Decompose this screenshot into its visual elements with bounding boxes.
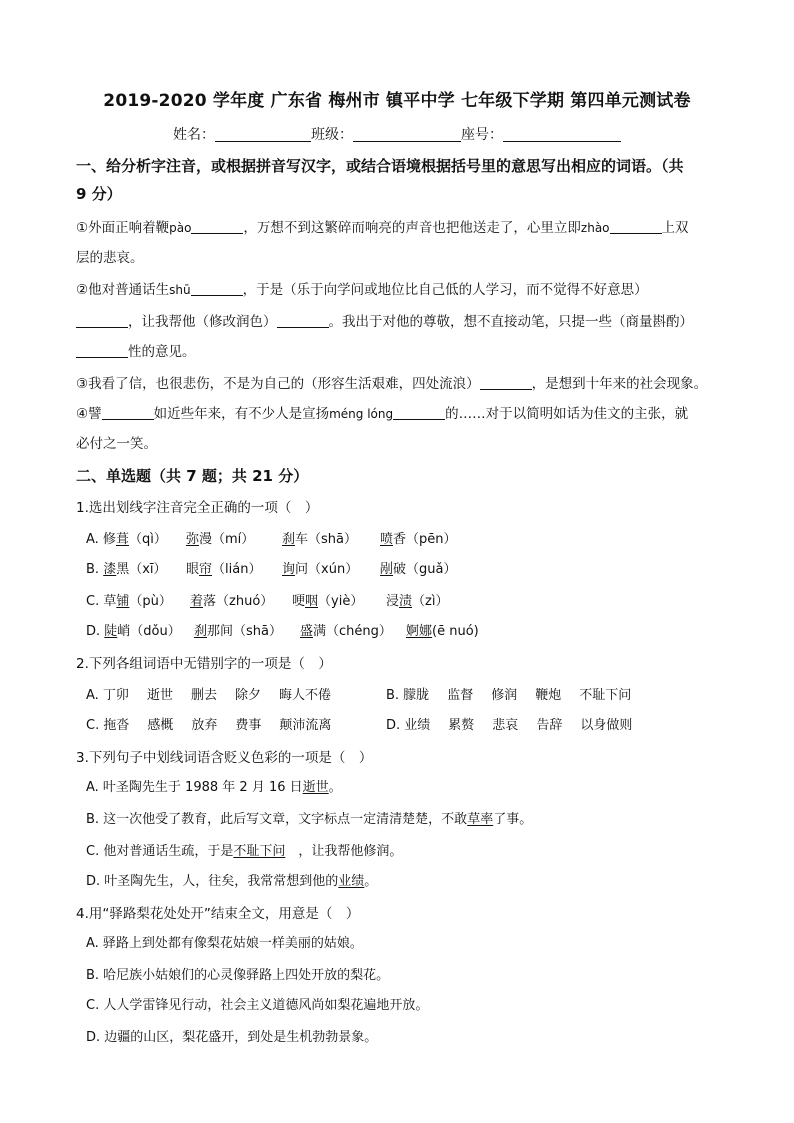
answer-blank[interactable] [76, 313, 128, 328]
text-segment: D. 业绩 [386, 718, 431, 733]
text-segment: 陡 [104, 624, 118, 639]
text-segment: （yiè） [318, 594, 364, 609]
text-segment: 修润 [491, 688, 518, 703]
page-title: 2019-2020 学年度 广东省 梅州市 镇平中学 七年级下学期 第四单元测试卷 [103, 91, 691, 111]
text-segment: 破（guǎ） [393, 562, 457, 577]
name-label: 姓名： [173, 127, 215, 143]
s2-q1-stem: 1.选出划线字注音完全正确的一项（ ） [76, 500, 319, 516]
section1-heading-cont: 9 分） [76, 185, 122, 203]
text-segment: D. 叶圣陶先生，人，往矣，我常常想到他的 [86, 874, 339, 889]
text-segment: 告辞 [536, 718, 563, 733]
s1-q1-line2: 层的悲哀。 [76, 250, 144, 266]
text-segment: 。 [328, 780, 342, 795]
pinyin-zhao: zhào [580, 221, 610, 235]
section2-heading: 二、单选题（共 7 题；共 21 分） [76, 467, 309, 485]
text-segment: 放弃 [191, 718, 218, 733]
text-segment: （lián） [212, 562, 262, 577]
s2-q1-option-b-word2 [186, 560, 261, 580]
text-segment: C. 草 [86, 594, 117, 609]
s2-q1-option-c[interactable] [86, 592, 172, 612]
text-segment: 刹 [194, 624, 208, 639]
s2-q1-option-d[interactable] [86, 622, 181, 642]
text-segment: 累赘 [448, 718, 475, 733]
text-segment: ，让我帮他修润。 [285, 844, 403, 859]
text-segment: 晦人不倦 [278, 688, 331, 703]
s2-q1-option-b[interactable] [86, 560, 167, 580]
student-info-line [0, 124, 794, 144]
answer-blank[interactable] [102, 405, 154, 420]
s2-q1-option-d-word3 [300, 622, 392, 642]
text-segment: 漫（mí） [199, 532, 255, 547]
s2-q4-option-a[interactable]: A. 驿路上到处都有像梨花姑娘一样美丽的姑娘。 [86, 936, 363, 951]
answer-blank[interactable] [76, 343, 128, 358]
text-segment: 眼 [186, 562, 200, 577]
text-segment: B. 朦胧 [386, 688, 430, 703]
text-segment: 感概 [147, 718, 174, 733]
text-segment: ④譬 [76, 406, 102, 422]
text-segment: 满（chéng） [313, 624, 392, 639]
s2-q3-option-b[interactable] [86, 810, 532, 830]
text-segment: 了事。 [493, 812, 533, 827]
answer-blank[interactable] [480, 375, 532, 390]
text-segment: ②他对普通话生 [76, 282, 170, 298]
text-segment: (ē nuó) [432, 624, 479, 639]
s1-q3-line [76, 374, 707, 394]
pinyin-menglong: méng lóng [329, 407, 394, 421]
s2-q3-stem: 3.下列句子中划线词语含贬义色彩的一项是（ ） [76, 750, 373, 766]
s1-q2-line2 [76, 312, 693, 332]
text-segment: 不耻下问 [233, 844, 286, 859]
text-segment: 询 [282, 562, 296, 577]
s2-q3-option-d[interactable] [86, 872, 377, 892]
answer-blank[interactable] [277, 313, 329, 328]
text-segment: 铺 [116, 594, 130, 609]
s2-q1-option-a-word2 [186, 530, 254, 550]
s2-q1-option-c-word2 [190, 592, 273, 612]
text-segment: C. 他对普通话生疏，于是 [86, 844, 234, 859]
text-segment: 。 [364, 874, 378, 889]
text-segment: 盛 [300, 624, 314, 639]
text-segment: 不耻下问 [579, 688, 632, 703]
text-segment: 浸 [386, 594, 400, 609]
text-segment: 费事 [235, 718, 262, 733]
text-segment: 颠沛流离 [279, 718, 332, 733]
section1-heading: 一、给分析字注音，或根据拼音写汉字，或结合语境根据括号里的意思写出相应的词语。（共 [76, 157, 684, 175]
text-segment: 黑（xī） [116, 562, 167, 577]
s2-q1-option-d-word2 [194, 622, 282, 642]
text-segment: 渍 [399, 594, 413, 609]
name-field[interactable] [215, 125, 311, 142]
answer-blank[interactable] [191, 219, 243, 234]
s1-q2-line3 [76, 342, 196, 362]
s2-q1-option-c-word4 [386, 592, 448, 612]
text-segment: 上双 [661, 220, 689, 236]
text-segment: ，于是（乐于向学问或地位比自己低的人学习，而不觉得不好意思） [242, 282, 648, 298]
s2-q3-option-a[interactable] [86, 778, 342, 798]
text-segment: D. [86, 624, 105, 639]
text-segment: C. 拖沓 [86, 718, 130, 733]
text-segment: 除夕 [234, 688, 261, 703]
text-segment: 车（shā） [295, 532, 357, 547]
text-segment: 悲哀 [492, 718, 519, 733]
text-segment: B. [86, 562, 104, 577]
text-segment: 香（pēn） [393, 532, 457, 547]
text-segment: ①外面正响着鞭 [76, 220, 170, 236]
text-segment: 剐 [380, 562, 394, 577]
text-segment: 如近些年来，有不少人是宣扬 [153, 406, 330, 422]
s2-q4-stem: 4.用“驿路梨花处处开”结束全文，用意是（ ） [76, 906, 360, 922]
s2-q2-option-d[interactable] [386, 716, 632, 736]
pinyin-pao: pào [169, 221, 192, 235]
text-segment: 删去 [190, 688, 217, 703]
text-segment: 刹 [282, 532, 296, 547]
text-segment: ，万想不到这繁碎而响亮的声音也把他送走了，心里立即 [243, 220, 581, 236]
s2-q3-option-c[interactable] [86, 842, 402, 862]
text-segment: 弥 [186, 532, 200, 547]
s2-q2-option-c[interactable] [86, 716, 331, 736]
text-segment: B. 这一次他受了教育，此后写文章，文字标点一定清清楚楚，不敢 [86, 812, 468, 827]
text-segment: 业绩 [338, 874, 365, 889]
seat-label: 座号： [461, 127, 503, 143]
s2-q4-option-c[interactable]: C. 人人学雷锋见行动，社会主义道德风尚如梨花遍地开放。 [86, 998, 429, 1013]
s2-q1-option-a-word3 [282, 530, 357, 550]
s2-q4-option-b[interactable]: B. 哈尼族小姑娘们的心灵像驿路上四处开放的梨花。 [86, 968, 390, 983]
text-segment: 漆 [103, 562, 117, 577]
text-segment: 草率 [467, 812, 494, 827]
text-segment: 婀娜 [406, 624, 433, 639]
class-label: 班级： [311, 127, 353, 143]
s2-q2-option-a[interactable] [86, 686, 331, 706]
text-segment: 哽 [292, 594, 306, 609]
text-segment: 帘 [199, 562, 213, 577]
text-segment: 落（zhuó） [203, 594, 274, 609]
answer-blank[interactable] [393, 405, 445, 420]
s2-q1-option-c-word3 [292, 592, 363, 612]
text-segment: 以身做则 [580, 718, 633, 733]
text-segment: ，是想到十年来的社会现象。 [531, 376, 708, 392]
s2-q1-option-a[interactable] [86, 530, 167, 550]
s2-q1-option-b-word3 [282, 560, 358, 580]
text-segment: 着 [190, 594, 204, 609]
s1-q4-line2: 必付之一笑。 [76, 436, 157, 452]
s1-q4-line1 [76, 404, 688, 424]
s2-q1-option-a-word4 [380, 530, 457, 550]
text-segment: 监督 [447, 688, 474, 703]
pinyin-shu: shū [169, 283, 191, 297]
text-segment: ，让我帮他（修改润色） [128, 314, 277, 330]
text-segment: （zì） [412, 594, 449, 609]
text-segment: （qì） [128, 532, 167, 547]
text-segment: A. 丁卯 [86, 688, 129, 703]
text-segment: 喷 [380, 532, 394, 547]
text-segment: A. 修 [86, 532, 116, 547]
s2-q2-stem: 2.下列各组词语中无错别字的一项是（ ） [76, 656, 332, 672]
s2-q1-option-b-word4 [380, 560, 456, 580]
text-segment: 峭（dǒu） [117, 624, 181, 639]
s2-q1-option-d-word4 [406, 622, 479, 642]
s2-q2-option-b[interactable] [386, 686, 631, 706]
text-segment: ③我看了信，也很悲伤，不是为自己的（形容生活艰难，四处流浪） [76, 376, 480, 392]
text-segment: 那间（shā） [207, 624, 282, 639]
text-segment: （pù） [129, 594, 172, 609]
text-segment: 鞭炮 [535, 688, 562, 703]
text-segment: 。我出于对他的尊敬，想不直接动笔，只提一些（商量斟酌） [328, 314, 693, 330]
text-segment: 逝世 [302, 780, 329, 795]
text-segment: 葺 [115, 532, 129, 547]
s2-q4-option-d[interactable]: D. 边疆的山区，梨花盛开，到处是生机勃勃景象。 [86, 1030, 378, 1045]
answer-blank[interactable] [610, 219, 662, 234]
text-segment: 的……对于以简明如话为佳文的主张，就 [445, 406, 689, 422]
s1-q1-line1 [76, 218, 689, 238]
text-segment: 逝世 [146, 688, 173, 703]
class-field[interactable] [353, 125, 461, 142]
answer-blank[interactable] [191, 281, 243, 296]
text-segment: 咽 [305, 594, 319, 609]
text-segment: 问（xún） [295, 562, 359, 577]
seat-field[interactable] [503, 125, 621, 142]
s1-q2-line1 [76, 280, 648, 300]
text-segment: A. 叶圣陶先生于 1988 年 2 月 16 日 [86, 780, 303, 795]
text-segment: 性的意见。 [128, 344, 196, 360]
